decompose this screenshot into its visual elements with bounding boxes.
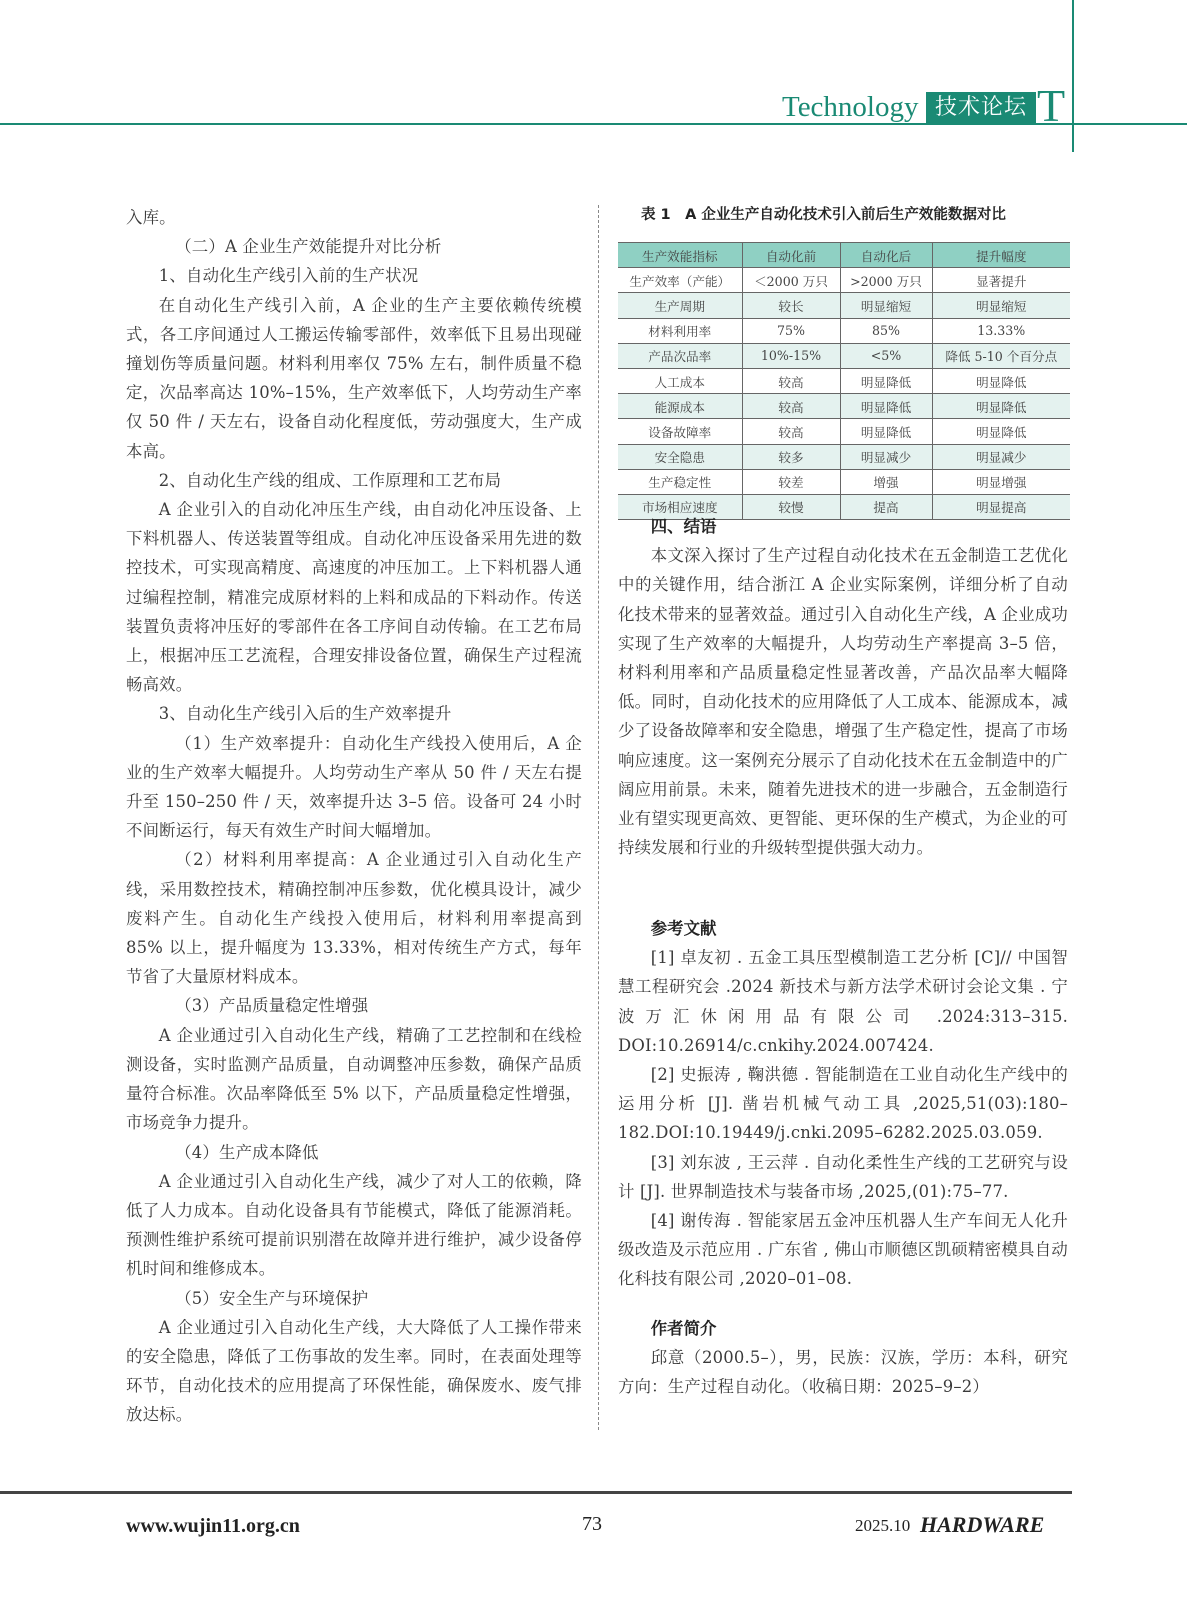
table-cell: 降低 5-10 个百分点 [932, 343, 1070, 368]
table-header-row [618, 243, 1070, 268]
table-cell: 明显降低 [932, 419, 1070, 444]
table-row [618, 293, 1070, 318]
footer-website-link[interactable]: www.wujin11.org.cn [126, 1515, 300, 1537]
subsection-heading: （5）安全生产与环境保护 [175, 1288, 369, 1308]
conclusion-section [618, 512, 1068, 862]
section-english-title: Technology [782, 91, 919, 123]
section-letter-logo: T [1037, 80, 1066, 131]
table-cell: 较多 [742, 444, 840, 469]
table-cell: 显著提升 [932, 268, 1070, 293]
table-cell: 较长 [742, 293, 840, 318]
table-cell: 10%-15% [742, 343, 840, 368]
author-section [618, 1314, 1068, 1402]
table-cell: 明显降低 [840, 394, 932, 419]
subsection-heading: 3、自动化生产线引入后的生产效率提升 [158, 704, 452, 724]
table-cell: 85% [840, 318, 932, 343]
table-row [618, 368, 1070, 393]
table-cell: 材料利用率 [618, 318, 742, 343]
table-title: 表 1 A 企业生产自动化技术引入前后生产效能数据对比 [641, 207, 1006, 223]
issue-number: 2025.10 [855, 1516, 911, 1535]
table-cell: 75% [742, 318, 840, 343]
body-paragraph: A 企业通过引入自动化生产线，大大降低了人工操作带来的安全隐患，降低了工伤事故的发生率。同时，在表面处理等环节，自动化技术的应用提高了环保性能，确保废水、废气排放达标。 [126, 1317, 582, 1425]
table-row [618, 444, 1070, 469]
table-cell: >2000 万只 [840, 268, 932, 293]
table-cell: 明显降低 [932, 368, 1070, 393]
table-header-cell: 提升幅度 [932, 243, 1070, 268]
subsection-heading: 1、自动化生产线引入前的生产状况 [158, 266, 419, 286]
table-cell: 明显缩短 [932, 293, 1070, 318]
comparison-table [618, 242, 1070, 520]
table-row [618, 343, 1070, 368]
table-row [618, 469, 1070, 494]
page-number: 73 [582, 1513, 602, 1535]
table-cell: 较高 [742, 394, 840, 419]
reference-item: [1] 卓友初 . 五金工具压型模制造工艺分析 [C]// 中国智慧工程研究会 .2024 新技术与新方法学术研讨会论文集 . 宁波万汇休闲用品有限公司 .2024:313–315. DOI:10.26914/c.cnkihy.2024.007424. [618, 948, 1068, 1055]
table-cell: 较高 [742, 419, 840, 444]
table-cell: 明显缩短 [840, 293, 932, 318]
table-header-cell: 生产效能指标 [618, 243, 742, 268]
table-cell: 设备故障率 [618, 419, 742, 444]
table-cell: 较高 [742, 368, 840, 393]
table-cell: 明显降低 [840, 419, 932, 444]
references-section [618, 914, 1068, 1294]
subsection-heading: （二）A 企业生产效能提升对比分析 [175, 237, 442, 257]
table-cell: 明显提高 [932, 494, 1070, 519]
table-row [618, 268, 1070, 293]
table-cell: 生产周期 [618, 293, 742, 318]
subsection-heading: （4）生产成本降低 [175, 1142, 319, 1162]
footer-rule [0, 1491, 1072, 1494]
table-row [618, 394, 1070, 419]
conclusion-text: 本文深入探讨了生产过程自动化技术在五金制造工艺优化中的关键作用，结合浙江 A 企业实际案例，详细分析了自动化技术带来的显著效益。通过引入自动化生产线，A 企业成功实现了生产效率的大幅提升，人均劳动生产率提高 3–5 倍，材料利用率和产品质量稳定性显著改善，产品次品率大幅降低。同时，自动化技术的应用降低了人工成本、能源成本，减少了设备故障率和安全隐患，增强了生产稳定性，提高了市场响应速度。这一案例充分展示了自动化技术在五金制造中的广阔应用前景。未来，随着先进技术的进一步融合，五金制造行业有望实现更高效、更智能、更环保的生产模式，为企业的可持续发展和行业的升级转型提供强大动力。 [618, 546, 1068, 858]
table-cell: 13.33% [932, 318, 1070, 343]
table-cell: 能源成本 [618, 394, 742, 419]
section-chinese-title: 技术论坛 [926, 92, 1036, 124]
conclusion-heading: 四、结语 [650, 517, 717, 536]
references-heading: 参考文献 [650, 919, 717, 938]
table-cell: ＜2000 万只 [742, 268, 840, 293]
table-cell: 明显减少 [932, 444, 1070, 469]
table-cell: 提高 [840, 494, 932, 519]
author-heading: 作者简介 [650, 1319, 717, 1338]
table-cell: 人工成本 [618, 368, 742, 393]
subsection-heading: （3）产品质量稳定性增强 [175, 996, 369, 1016]
reference-item: [3] 刘东波 , 王云萍 . 自动化柔性生产线的工艺研究与设计 [J]. 世界制造技术与装备市场 ,2025,(01):75–77. [618, 1152, 1068, 1201]
table-cell: 较慢 [742, 494, 840, 519]
table-cell: 增强 [840, 469, 932, 494]
body-paragraph: 在自动化生产线引入前，A 企业的生产主要依赖传统模式，各工序间通过人工搬运传输零部件，效率低下且易出现碰撞划伤等质量问题。材料利用率仅 75% 左右，制件质量不稳定，次品率高达 10%–15%，生产效率低下，人均劳动生产率仅 50 件 / 天左右，设备自动化程度低，劳动强度大，生产成本高。 [126, 295, 582, 461]
table-header-cell: 自动化后 [840, 243, 932, 268]
table-cell: 生产稳定性 [618, 469, 742, 494]
table-cell: 明显降低 [840, 368, 932, 393]
table-cell: 产品次品率 [618, 343, 742, 368]
body-paragraph: （1）生产效率提升：自动化生产线投入使用后，A 企业的生产效率大幅提升。人均劳动生产率从 50 件 / 天左右提升至 150–250 件 / 天，效率提升达 3–5 倍。设备可 24 小时不间断运行，每天有效生产时间大幅增加。 [126, 733, 582, 841]
body-paragraph: 入库。 [126, 208, 176, 227]
table-row [618, 318, 1070, 343]
table-cell: 较差 [742, 469, 840, 494]
reference-item: [4] 谢传海 . 智能家居五金冲压机器人生产车间无人化升级改造及示范应用 . 广东省 , 佛山市顺德区凯硕精密模具自动化科技有限公司 ,2020–01–08. [618, 1211, 1068, 1289]
left-column [126, 203, 582, 1430]
subsection-heading: 2、自动化生产线的组成、工作原理和工艺布局 [158, 470, 502, 490]
body-paragraph: A 企业引入的自动化冲压生产线，由自动化冲压设备、上下料机器人、传送装置等组成。自动化冲压设备采用先进的数控技术，可实现高精度、高速度的冲压加工。上下料机器人通过编程控制，精准完成原材料的上料和成品的下料动作。传送装置负责将冲压好的零部件在各工序间自动传输。在工艺布局上，根据冲压工艺流程，合理安排设备位置，确保生产过程流畅高效。 [126, 500, 582, 695]
table-cell: 市场相应速度 [618, 494, 742, 519]
body-paragraph: A 企业通过引入自动化生产线，精确了工艺控制和在线检测设备，实时监测产品质量，自动调整冲压参数，确保产品质量符合标准。次品率降低至 5% 以下，产品质量稳定性增强，市场竞争力提升。 [126, 1025, 582, 1133]
magazine-name: HARDWARE [920, 1512, 1045, 1537]
table-cell: 明显降低 [932, 394, 1070, 419]
table-cell: 安全隐患 [618, 444, 742, 469]
author-bio: 邱意（2000.5–），男，民族：汉族，学历：本科，研究方向：生产过程自动化。（收稿日期：2025–9–2） [618, 1348, 1068, 1397]
table-cell: 明显增强 [932, 469, 1070, 494]
body-paragraph: A 企业通过引入自动化生产线，减少了对人工的依赖，降低了人力成本。自动化设备具有节能模式，降低了能源消耗。预测性维护系统可提前识别潜在故障并进行维护，减少设备停机时间和维修成本。 [126, 1171, 582, 1279]
table-cell: 生产效率（产能） [618, 268, 742, 293]
table-row [618, 419, 1070, 444]
table-cell: 明显减少 [840, 444, 932, 469]
header-vertical-rule [1072, 0, 1074, 152]
body-paragraph: （2）材料利用率提高：A 企业通过引入自动化生产线，采用数控技术，精确控制冲压参数，优化模具设计，减少废料产生。自动化生产线投入使用后，材料利用率提高到 85% 以上，提升幅度为 13.33%，相对传统生产方式，每年节省了大量原材料成本。 [126, 850, 582, 987]
column-divider [598, 205, 599, 1430]
table-header-cell: 自动化前 [742, 243, 840, 268]
table-cell: <5% [840, 343, 932, 368]
reference-item: [2] 史振涛 , 鞠洪德 . 智能制造在工业自动化生产线中的运用分析 [J]. 凿岩机械气动工具 ,2025,51(03):180–182.DOI:10.19449/j.cnki.2095–6282.2025.03.059. [618, 1065, 1068, 1143]
